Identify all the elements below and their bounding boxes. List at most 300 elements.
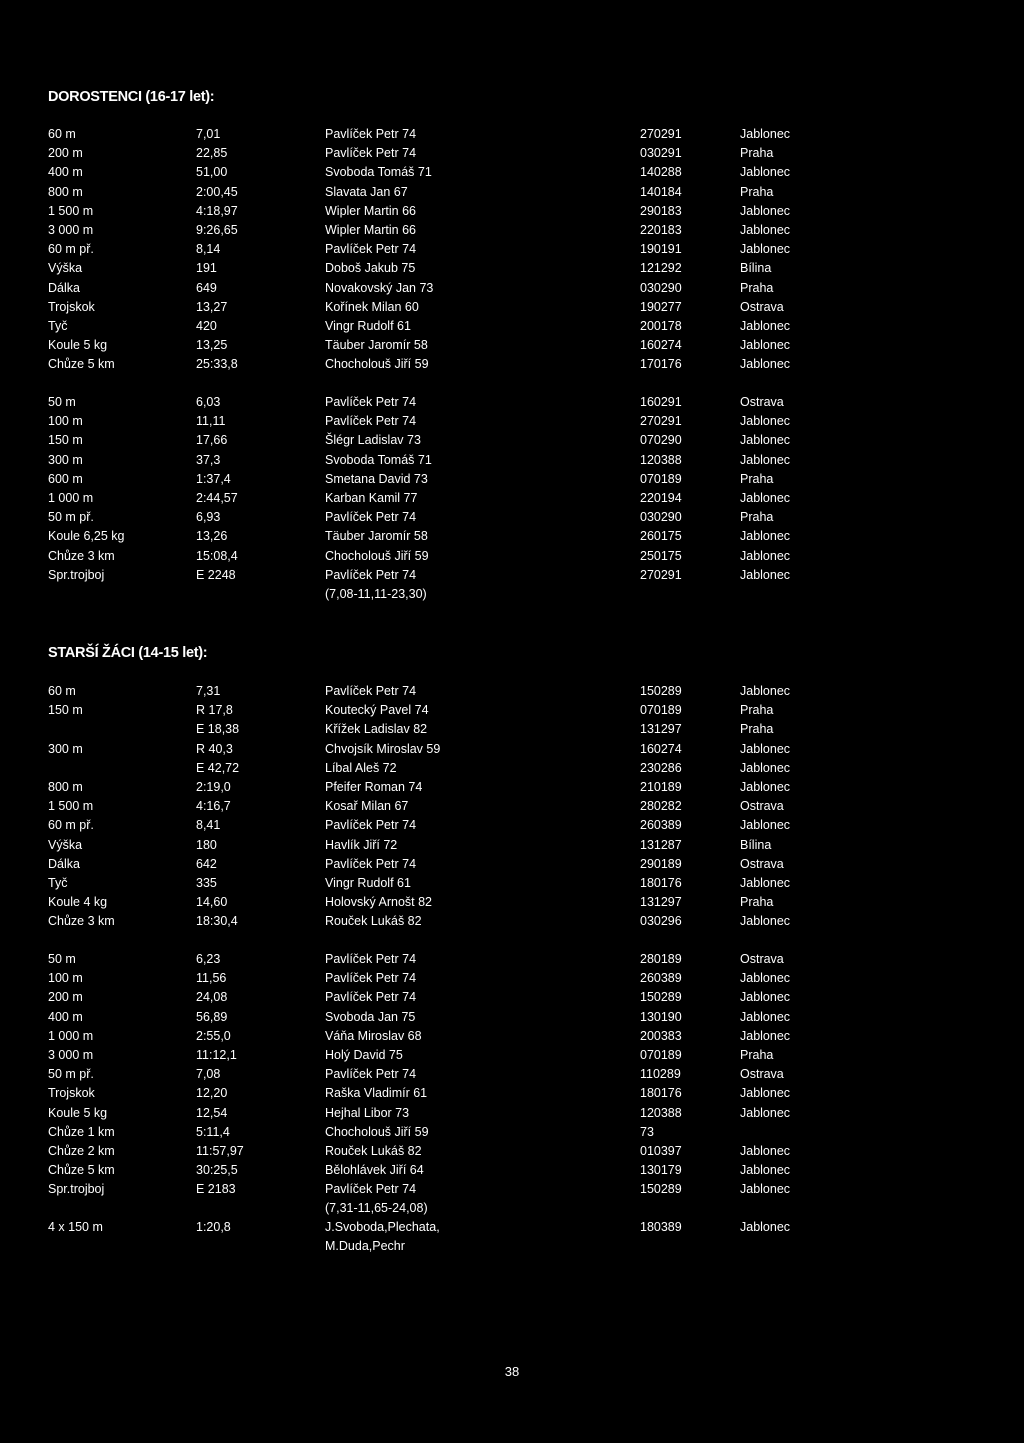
athlete-cell: Vingr Rudolf 61 [325, 875, 411, 890]
date-cell: 120388 [640, 1105, 682, 1120]
discipline-cell: 60 m př. [48, 818, 94, 833]
record-row [0, 1084, 1024, 1103]
discipline-cell: Chůze 3 km [48, 548, 115, 563]
result-cell: 2:55,0 [196, 1028, 231, 1043]
athlete-cell: Pavlíček Petr 74 [325, 127, 417, 141]
athlete-cell: Pavlíček Petr 74 [325, 1067, 417, 1082]
date-cell: 190277 [640, 299, 682, 314]
result-cell: 15:08,4 [196, 548, 238, 563]
discipline-cell: Spr.trojboj [48, 1182, 105, 1197]
venue-cell: Jablonec [740, 548, 791, 563]
record-row [0, 585, 1024, 604]
venue-cell: Jablonec [740, 165, 791, 180]
record-row [0, 202, 1024, 221]
discipline-cell: Trojskok [48, 299, 95, 314]
record-row [0, 1199, 1024, 1218]
venue-cell: Praha [740, 471, 774, 486]
date-cell: 150289 [640, 684, 682, 698]
date-cell: 030296 [640, 914, 682, 929]
athlete-cell: Smetana David 73 [325, 471, 428, 486]
venue-cell: Jablonec [740, 1163, 791, 1178]
venue-cell: Jablonec [740, 490, 791, 505]
venue-cell: Praha [740, 146, 774, 161]
record-row [0, 412, 1024, 431]
record-row [0, 566, 1024, 585]
discipline-cell: 400 m [48, 1009, 83, 1024]
date-cell: 131287 [640, 837, 682, 852]
result-cell: 642 [196, 856, 217, 871]
athlete-cell: Rouček Lukáš 82 [325, 1143, 422, 1158]
record-row [0, 1027, 1024, 1046]
date-cell: 260389 [640, 971, 682, 986]
venue-cell: Praha [740, 722, 774, 737]
date-cell: 260389 [640, 818, 682, 833]
athlete-cell: Líbal Aleš 72 [325, 760, 397, 775]
venue-cell: Jablonec [740, 760, 791, 775]
venue-cell: Jablonec [740, 875, 791, 890]
date-cell: 200383 [640, 1028, 682, 1043]
venue-cell: Jablonec [740, 357, 791, 372]
result-cell: 14,60 [196, 895, 228, 910]
athlete-cell: Täuber Jaromír 58 [325, 529, 428, 544]
result-cell: 37,3 [196, 452, 221, 467]
venue-cell: Jablonec [740, 1009, 791, 1024]
athlete-cell: Svoboda Jan 75 [325, 1009, 416, 1024]
athlete-cell: Chocholouš Jiří 59 [325, 357, 429, 372]
discipline-cell: Dálka [48, 280, 80, 295]
date-cell: 140288 [640, 165, 682, 180]
discipline-cell: Koule 5 kg [48, 1105, 108, 1120]
venue-cell: Jablonec [740, 1182, 791, 1197]
athlete-cell: (7,08-11,11-23,30) [325, 586, 427, 601]
record-row [0, 1123, 1024, 1142]
discipline-cell: 100 m [48, 414, 83, 429]
discipline-cell: 800 m [48, 184, 83, 199]
record-row [0, 125, 1024, 144]
date-cell: 180176 [640, 1086, 682, 1101]
result-cell: 4:18,97 [196, 203, 238, 218]
athlete-cell: Šlégr Ladislav 73 [325, 433, 421, 448]
date-cell: 150289 [640, 1182, 682, 1197]
athlete-cell: Vingr Rudolf 61 [325, 318, 411, 333]
athlete-cell: Havlík Jiří 72 [325, 837, 398, 852]
athlete-cell: Hejhal Libor 73 [325, 1105, 410, 1120]
venue-cell: Jablonec [740, 1220, 791, 1234]
record-row [0, 682, 1024, 701]
athlete-cell: Karban Kamil 77 [325, 490, 418, 505]
venue-cell: Praha [740, 1047, 774, 1062]
discipline-cell: 200 m [48, 990, 83, 1005]
discipline-cell: 50 m [48, 395, 76, 409]
venue-cell: Ostrava [740, 856, 784, 871]
discipline-cell: 4 x 150 m [48, 1220, 103, 1234]
record-row [0, 740, 1024, 759]
athlete-cell: Pavlíček Petr 74 [325, 146, 417, 161]
record-row [0, 874, 1024, 893]
date-cell: 030290 [640, 280, 682, 295]
date-cell: 160274 [640, 741, 682, 756]
discipline-cell: 800 m [48, 779, 83, 794]
records-table [0, 950, 1024, 1219]
record-row [0, 1046, 1024, 1065]
date-cell: 130179 [640, 1163, 682, 1178]
athlete-cell: Pavlíček Petr 74 [325, 952, 417, 966]
venue-cell: Jablonec [740, 818, 791, 833]
date-cell: 210189 [640, 779, 682, 794]
result-cell: 12,54 [196, 1105, 228, 1120]
venue-cell: Jablonec [740, 741, 791, 756]
record-row [0, 1065, 1024, 1084]
venue-cell: Ostrava [740, 1067, 784, 1082]
date-cell: 270291 [640, 567, 682, 582]
date-cell: 070189 [640, 703, 682, 718]
discipline-cell: Koule 6,25 kg [48, 529, 125, 544]
record-row [0, 1180, 1024, 1199]
athlete-cell: Chocholouš Jiří 59 [325, 548, 429, 563]
result-cell: 191 [196, 261, 217, 276]
result-cell: 6,03 [196, 395, 221, 409]
result-cell: 5:11,4 [196, 1124, 230, 1139]
discipline-cell: Chůze 5 km [48, 1163, 115, 1178]
result-cell: 11:57,97 [196, 1143, 244, 1158]
venue-cell: Jablonec [740, 567, 791, 582]
venue-cell: Jablonec [740, 452, 791, 467]
venue-cell: Praha [740, 895, 774, 910]
athlete-cell: Chvojsík Miroslav 59 [325, 741, 441, 756]
record-row [0, 336, 1024, 355]
venue-cell: Jablonec [740, 971, 791, 986]
record-row [0, 816, 1024, 835]
athlete-cell: Rouček Lukáš 82 [325, 914, 422, 929]
record-row [0, 183, 1024, 202]
date-cell: 290183 [640, 203, 682, 218]
result-cell: 649 [196, 280, 217, 295]
record-row [0, 317, 1024, 336]
venue-cell: Ostrava [740, 799, 784, 814]
venue-cell: Ostrava [740, 395, 784, 409]
result-cell: 420 [196, 318, 217, 333]
discipline-cell: 1 500 m [48, 203, 94, 218]
result-cell: 18:30,4 [196, 914, 238, 929]
athlete-cell: Svoboda Tomáš 71 [325, 452, 432, 467]
record-row [0, 393, 1024, 412]
discipline-cell: Výška [48, 261, 83, 276]
venue-cell: Jablonec [740, 914, 791, 929]
venue-cell: Ostrava [740, 299, 784, 314]
records-table [0, 393, 1024, 604]
athlete-cell: (7,31-11,65-24,08) [325, 1201, 428, 1216]
record-row [0, 527, 1024, 546]
athlete-cell: Koutecký Pavel 74 [325, 703, 429, 718]
record-row [0, 893, 1024, 912]
date-cell: 220183 [640, 222, 682, 237]
record-row [0, 259, 1024, 278]
discipline-cell: Dálka [48, 856, 80, 871]
result-cell: 11,56 [196, 971, 227, 986]
record-row [0, 508, 1024, 527]
discipline-cell: 100 m [48, 971, 83, 986]
result-cell: 12,20 [196, 1086, 228, 1101]
record-row [0, 969, 1024, 988]
discipline-cell: 1 500 m [48, 799, 94, 814]
result-cell: R 40,3 [196, 741, 233, 756]
venue-cell: Jablonec [740, 203, 791, 218]
athlete-cell: Pavlíček Petr 74 [325, 856, 417, 871]
record-row [0, 489, 1024, 508]
record-row [0, 431, 1024, 450]
discipline-cell: 400 m [48, 165, 83, 180]
result-cell: 30:25,5 [196, 1163, 238, 1178]
date-cell: 140184 [640, 184, 682, 199]
date-cell: 120388 [640, 452, 682, 467]
athlete-cell: Pavlíček Petr 74 [325, 1182, 417, 1197]
date-cell: 230286 [640, 760, 682, 775]
athlete-cell: Váňa Miroslav 68 [325, 1028, 422, 1043]
athlete-cell: Kořínek Milan 60 [325, 299, 419, 314]
venue-cell: Jablonec [740, 1143, 791, 1158]
venue-cell: Praha [740, 510, 774, 525]
result-cell: 335 [196, 875, 217, 890]
discipline-cell: Koule 5 kg [48, 338, 108, 353]
record-row [0, 988, 1024, 1007]
result-cell: 4:16,7 [196, 799, 231, 814]
discipline-cell: 3 000 m [48, 222, 94, 237]
record-row [0, 797, 1024, 816]
record-row [0, 1104, 1024, 1123]
result-cell: 25:33,8 [196, 357, 238, 372]
athlete-cell: Raška Vladimír 61 [325, 1086, 428, 1101]
record-row [0, 1218, 1024, 1237]
date-cell: 200178 [640, 318, 682, 333]
date-cell: 180389 [640, 1220, 682, 1234]
record-row [0, 836, 1024, 855]
venue-cell: Praha [740, 184, 774, 199]
record-row [0, 298, 1024, 317]
discipline-cell: Chůze 3 km [48, 914, 115, 929]
date-cell: 070290 [640, 433, 682, 448]
date-cell: 110289 [640, 1067, 681, 1082]
venue-cell: Jablonec [740, 318, 791, 333]
date-cell: 010397 [640, 1143, 682, 1158]
discipline-cell: 60 m [48, 684, 76, 698]
date-cell: 270291 [640, 414, 682, 429]
result-cell: 7,08 [196, 1067, 221, 1082]
record-row [0, 1008, 1024, 1027]
athlete-cell: Pavlíček Petr 74 [325, 990, 417, 1005]
record-row [0, 279, 1024, 298]
venue-cell: Jablonec [740, 529, 791, 544]
athlete-cell: Pavlíček Petr 74 [325, 510, 417, 525]
record-row [0, 912, 1024, 931]
date-cell: 270291 [640, 127, 682, 141]
discipline-cell: Tyč [48, 875, 68, 890]
date-cell: 260175 [640, 529, 682, 544]
date-cell: 160274 [640, 338, 682, 353]
result-cell: 56,89 [196, 1009, 228, 1024]
athlete-cell: Pavlíček Petr 74 [325, 818, 417, 833]
result-cell: 2:44,57 [196, 490, 238, 505]
discipline-cell: 60 m př. [48, 242, 94, 257]
discipline-cell: Spr.trojboj [48, 567, 105, 582]
athlete-cell: Holovský Arnošt 82 [325, 895, 432, 910]
result-cell: E 2183 [196, 1182, 236, 1197]
athlete-cell: Pavlíček Petr 74 [325, 414, 417, 429]
date-cell: 131297 [640, 722, 682, 737]
venue-cell: Jablonec [740, 433, 791, 448]
date-cell: 160291 [640, 395, 682, 409]
discipline-cell: 300 m [48, 741, 83, 756]
venue-cell: Praha [740, 280, 774, 295]
athlete-cell: Holý David 75 [325, 1047, 403, 1062]
date-cell: 150289 [640, 990, 682, 1005]
result-cell: 9:26,65 [196, 222, 238, 237]
result-cell: 8,14 [196, 242, 221, 257]
venue-cell: Jablonec [740, 1028, 791, 1043]
venue-cell: Jablonec [740, 684, 791, 698]
result-cell: 1:20,8 [196, 1220, 231, 1234]
record-row [0, 221, 1024, 240]
venue-cell: Jablonec [740, 779, 791, 794]
discipline-cell: Tyč [48, 318, 68, 333]
record-row [0, 778, 1024, 797]
athlete-cell: Pavlíček Petr 74 [325, 567, 417, 582]
date-cell: 030290 [640, 510, 682, 525]
venue-cell: Jablonec [740, 242, 791, 257]
date-cell: 131297 [640, 895, 682, 910]
discipline-cell: 50 m [48, 952, 76, 966]
discipline-cell: Trojskok [48, 1086, 95, 1101]
result-cell: 13,27 [196, 299, 228, 314]
date-cell: 220194 [640, 490, 682, 505]
venue-cell: Ostrava [740, 952, 784, 966]
result-cell: 17,66 [196, 433, 228, 448]
discipline-cell: 300 m [48, 452, 83, 467]
athlete-cell: Pavlíček Petr 74 [325, 395, 417, 409]
record-row [0, 355, 1024, 374]
discipline-cell: 150 m [48, 433, 83, 448]
date-cell: 280282 [640, 799, 682, 814]
venue-cell: Jablonec [740, 1105, 791, 1120]
record-row [0, 720, 1024, 739]
athlete-cell: Pavlíček Petr 74 [325, 242, 417, 257]
discipline-cell: Koule 4 kg [48, 895, 108, 910]
result-cell: E 2248 [196, 567, 236, 582]
result-cell: 7,01 [196, 127, 221, 141]
result-cell: 22,85 [196, 146, 228, 161]
record-row [0, 1237, 1024, 1256]
discipline-cell: 1 000 m [48, 1028, 94, 1043]
athlete-cell: Pavlíček Petr 74 [325, 971, 417, 986]
result-cell: 13,26 [196, 529, 228, 544]
discipline-cell: Výška [48, 837, 83, 852]
result-cell: 7,31 [196, 684, 221, 698]
athlete-cell: Novakovský Jan 73 [325, 280, 434, 295]
result-cell: 24,08 [196, 990, 228, 1005]
date-cell: 190191 [640, 242, 682, 257]
section-heading: DOROSTENCI (16-17 let): [48, 89, 215, 105]
result-cell: R 17,8 [196, 703, 233, 718]
date-cell: 070189 [640, 1047, 682, 1062]
venue-cell: Bílina [740, 837, 772, 852]
page-number: 38 [504, 1364, 520, 1379]
record-row [0, 1142, 1024, 1161]
result-cell: E 18,38 [196, 722, 240, 737]
discipline-cell: 50 m př. [48, 1067, 94, 1082]
venue-cell: Jablonec [740, 127, 791, 141]
discipline-cell: Chůze 1 km [48, 1124, 115, 1139]
date-cell: 73 [640, 1124, 654, 1139]
record-row [0, 855, 1024, 874]
athlete-cell: Bělohlávek Jiří 64 [325, 1163, 424, 1178]
result-cell: 13,25 [196, 338, 228, 353]
athlete-cell: Doboš Jakub 75 [325, 261, 416, 276]
result-cell: 6,23 [196, 952, 221, 966]
date-cell: 290189 [640, 856, 682, 871]
record-row [0, 547, 1024, 566]
venue-cell: Jablonec [740, 222, 791, 237]
section-heading: STARŠÍ ŽÁCI (14-15 let): [48, 645, 208, 661]
date-cell: 121292 [640, 261, 682, 276]
athlete-cell: Chocholouš Jiří 59 [325, 1124, 429, 1139]
venue-cell: Jablonec [740, 1086, 791, 1101]
record-row [0, 451, 1024, 470]
venue-cell: Jablonec [740, 414, 791, 429]
record-row [0, 144, 1024, 163]
discipline-cell: Chůze 5 km [48, 357, 115, 372]
athlete-cell: Pavlíček Petr 74 [325, 684, 417, 698]
result-cell: 2:19,0 [196, 779, 231, 794]
record-row [0, 759, 1024, 778]
discipline-cell: Chůze 2 km [48, 1143, 115, 1158]
venue-cell: Bílina [740, 261, 772, 276]
result-cell: 11,11 [196, 414, 226, 429]
result-cell: 51,00 [196, 165, 228, 180]
discipline-cell: 200 m [48, 146, 83, 161]
athlete-cell: Wipler Martin 66 [325, 203, 416, 218]
athlete-cell: M.Duda,Pechr [325, 1239, 405, 1254]
discipline-cell: 1 000 m [48, 490, 94, 505]
date-cell: 070189 [640, 471, 682, 486]
record-row [0, 1161, 1024, 1180]
athlete-cell: Kosař Milan 67 [325, 799, 409, 814]
discipline-cell: 50 m př. [48, 510, 94, 525]
athlete-cell: Slavata Jan 67 [325, 184, 408, 199]
records-table [0, 1218, 1024, 1256]
venue-cell: Jablonec [740, 990, 791, 1005]
athlete-cell: Svoboda Tomáš 71 [325, 165, 432, 180]
date-cell: 170176 [640, 357, 682, 372]
record-row [0, 950, 1024, 969]
date-cell: 250175 [640, 548, 682, 563]
result-cell: E 42,72 [196, 760, 240, 775]
athlete-cell: Pfeifer Roman 74 [325, 779, 423, 794]
discipline-cell: 600 m [48, 471, 83, 486]
result-cell: 180 [196, 837, 217, 852]
athlete-cell: Täuber Jaromír 58 [325, 338, 428, 353]
result-cell: 8,41 [196, 818, 221, 833]
date-cell: 030291 [640, 146, 682, 161]
athlete-cell: Křížek Ladislav 82 [325, 722, 428, 737]
records-table [0, 125, 1024, 374]
result-cell: 11:12,1 [196, 1047, 237, 1062]
discipline-cell: 150 m [48, 703, 83, 718]
discipline-cell: 3 000 m [48, 1047, 94, 1062]
venue-cell: Praha [740, 703, 774, 718]
record-row [0, 470, 1024, 489]
records-table [0, 682, 1024, 931]
record-row [0, 701, 1024, 720]
date-cell: 130190 [640, 1009, 682, 1024]
